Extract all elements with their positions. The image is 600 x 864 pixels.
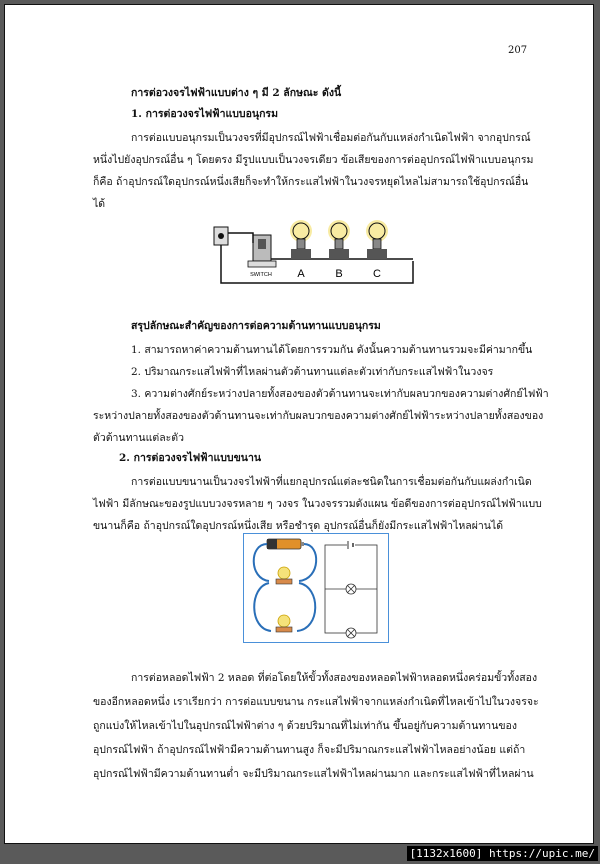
bulb-icon [328, 220, 350, 249]
para3-line: อุปกรณ์ไฟฟ้ามีความต้านทานต่ำ จะมีปริมาณกระแสไฟฟ้าไหลผ่านมาก และกระแสไฟฟ้าที่ไหลผ่าน [93, 768, 534, 780]
bulb-label: C [373, 268, 381, 280]
section1-line: ได้ [93, 198, 106, 210]
bulb-icon [290, 220, 312, 249]
para3-line: อุปกรณ์ไฟฟ้า ถ้าอุปกรณ์ไฟฟ้ามีความต้านทานสูง ก็จะมีปริมาณกระแสไฟฟ้าไหลอย่างน้อย แต่ถ้า [93, 744, 526, 756]
section2-line: ขนานก็คือ ถ้าอุปกรณ์ใดอุปกรณ์หนึ่งเสีย หรือชำรุด อุปกรณ์อื่นก็ยังมีกระแสไฟฟ้าไหลผ่านได้ [93, 520, 504, 532]
bulb-label: B [335, 268, 343, 280]
summary-item: ตัวต้านทานแต่ละตัว [93, 432, 184, 444]
image-source-caption: [1132x1600] https://upic.me/ [407, 846, 598, 861]
section1-line: ก็คือ ถ้าอุปกรณ์ใดอุปกรณ์หนึ่งเสียก็จะทำให้กระแสไฟฟ้าในวงจรหยุดไหลไม่สามารถใช้อุปกรณ์อื่น [93, 176, 529, 188]
summary-item: 2. ปริมาณกระแสไฟฟ้าที่ไหลผ่านตัวต้านทานแต่ละตัวเท่ากับกระแสไฟฟ้าในวงจร [131, 366, 494, 378]
summary-item: 1. สามารถหาค่าความต้านทานได้โดยการรวมกัน ดังนั้นความต้านทานรวมจะมีค่ามากขึ้น [131, 344, 533, 356]
parallel-circuit-figure [243, 533, 389, 643]
lamp-symbol-icon [346, 628, 356, 638]
summary-item: 3. ความต่างศักย์ระหว่างปลายทั้งสองของตัวต้านทานจะเท่ากับผลบวกของความต่างศักย์ไฟฟ้า [131, 388, 549, 400]
section2-line: การต่อแบบขนานเป็นวงจรไฟฟ้าที่แยกอุปกรณ์แต่ละชนิดในการเชื่อมต่อกันกับแผล่งกำเนิด [131, 476, 532, 488]
battery-icon [267, 539, 304, 549]
page-number: 207 [508, 45, 528, 56]
section2-title: 2. การต่อวงจรไฟฟ้าแบบขนาน [119, 452, 262, 464]
series-circuit-figure [213, 215, 418, 290]
para3-line: ของอีกหลอดหนึ่ง เราเรียกว่า การต่อแบบขนาน กระแสไฟฟ้าจากแหล่งกำเนิดที่ไหลเข้าไปในวงจรจะ [93, 696, 539, 708]
section2-line: ไฟฟ้า มีลักษณะของรูปแบบวงจรหลาย ๆ วงจร ในวงจรรวมดังแผน ข้อดีของการต่ออุปกรณ์ไฟฟ้าแบบ [93, 498, 542, 510]
para3-line: ถูกแบ่งให้ไหลเข้าไปในอุปกรณ์ไฟฟ้าต่าง ๆ ด้วยปริมาณที่ไม่เท่ากัน ขึ้นอยู่กับความต้านทานของ [93, 720, 517, 732]
bulb-label: A [297, 268, 305, 280]
para3-line: การต่อหลอดไฟฟ้า 2 หลอด ที่ต่อโดยให้ขั้วทั้งสองของหลอดไฟฟ้าหลอดหนึ่งคร่อมขั้วทั้งสอง [131, 672, 538, 684]
section1-line: การต่อแบบอนุกรมเป็นวงจรที่มีอุปกรณ์ไฟฟ้าเชื่อมต่อกันกับแหล่งกำเนิดไฟฟ้า จากอุปกรณ์ [131, 132, 531, 144]
summary-item: ระหว่างปลายทั้งสองของตัวต้านทานจะเท่ากับผลบวกของความต่างศักย์ไฟฟ้าระหว่างปลายทั้งสองของ [93, 410, 544, 422]
lamp-symbol-icon [346, 584, 356, 594]
bulb-icon [366, 220, 388, 249]
main-heading: การต่อวงจรไฟฟ้าแบบต่าง ๆ มี 2 ลักษณะ ดังนี้ [131, 87, 342, 99]
document-page [4, 4, 594, 844]
switch-label: SWITCH [250, 272, 272, 278]
section1-title: 1. การต่อวงจรไฟฟ้าแบบอนุกรม [131, 108, 278, 120]
section1-line: หนึ่งไปยังอุปกรณ์อื่น ๆ โดยตรง มีรูปแบบเป็นวงจรเดียว ข้อเสียของการต่ออุปกรณ์ไฟฟ้าแบบอนุกรม [93, 154, 534, 166]
summary-title: สรุปลักษณะสำคัญของการต่อความต้านทานแบบอนุกรม [131, 320, 381, 332]
